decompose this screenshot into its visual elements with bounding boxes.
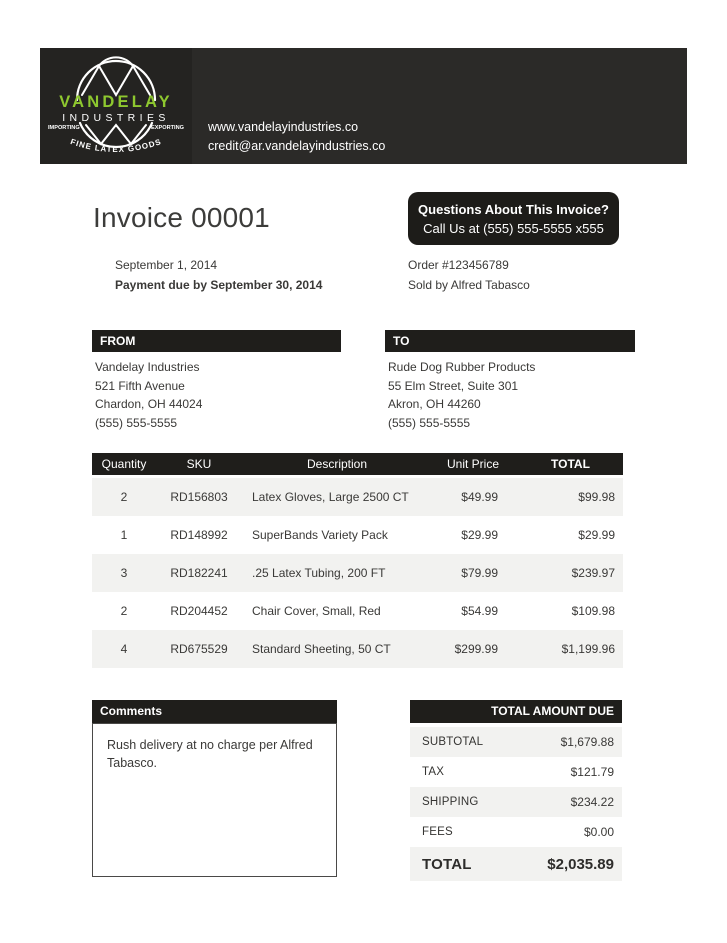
cell-sku: RD182241 (156, 554, 242, 592)
website-link[interactable]: www.vandelayindustries.co (208, 120, 359, 134)
to-address-line: (555) 555-5555 (388, 415, 471, 430)
cell-unit-price: $79.99 (432, 554, 528, 592)
table-row (92, 592, 623, 630)
tax-value: $121.79 (570, 765, 614, 779)
sold-by: Sold by Alfred Tabasco (408, 278, 530, 292)
table-header-row (92, 453, 623, 475)
subtotal-label: SUBTOTAL (422, 736, 484, 748)
comments-box (92, 723, 337, 877)
invoice-dates (115, 255, 322, 295)
comments-section-header: Comments (92, 700, 337, 723)
col-header-total: TOTAL (528, 453, 623, 475)
payment-due-date: Payment due by September 30, 2014 (115, 278, 323, 292)
col-header-sku: SKU (156, 453, 242, 475)
cell-description: Latex Gloves, Large 2500 CT (242, 478, 432, 516)
grand-total-value: $2,035.89 (547, 855, 614, 873)
cell-sku: RD156803 (156, 478, 242, 516)
to-address-line: Akron, OH 44260 (388, 397, 481, 411)
to-section-header: TO (385, 330, 635, 352)
invoice-date: September 1, 2014 (115, 258, 218, 272)
table-row (92, 554, 623, 592)
cell-total: $1,199.96 (528, 630, 623, 668)
cell-total: $99.98 (528, 478, 623, 516)
cell-sku: RD675529 (156, 630, 242, 668)
col-header-description: Description (242, 453, 432, 475)
questions-box (408, 192, 619, 245)
invoice-title: Invoice 00001 (93, 202, 270, 233)
cell-sku: RD204452 (170, 604, 228, 618)
cell-description: .25 Latex Tubing, 200 FT (242, 554, 432, 592)
cell-unit-price: $54.99 (461, 604, 498, 618)
cell-description: Chair Cover, Small, Red (252, 604, 381, 618)
col-header-unit-price: Unit Price (432, 453, 528, 475)
fees-label: FEES (422, 826, 453, 838)
totals-row-shipping (410, 787, 622, 817)
cell-unit-price: $49.99 (432, 478, 528, 516)
totals-panel-header: TOTAL AMOUNT DUE (410, 700, 622, 723)
subtotal-value: $1,679.88 (560, 735, 614, 749)
cell-total: $29.99 (578, 528, 615, 542)
totals-row-subtotal (410, 727, 622, 757)
cell-quantity: 1 (120, 528, 128, 542)
from-address-line: (555) 555-5555 (95, 415, 178, 430)
to-address-line: 55 Elm Street, Suite 301 (388, 378, 519, 393)
cell-quantity: 4 (92, 630, 156, 668)
order-info (408, 255, 530, 295)
totals-row-tax (410, 757, 622, 787)
fees-value: $0.00 (583, 825, 614, 839)
cell-unit-price: $299.99 (432, 630, 528, 668)
shipping-value: $234.22 (570, 795, 614, 809)
cell-quantity: 3 (92, 554, 156, 592)
grand-total-label: TOTAL (422, 855, 472, 873)
importing-tag: IMPORTING (48, 125, 80, 131)
shipping-label: SHIPPING (422, 796, 479, 808)
col-header-quantity: Quantity (92, 453, 156, 475)
questions-box-phone: Call Us at (555) 555-5555 x555 (423, 221, 604, 236)
from-section-header: FROM (92, 330, 341, 352)
company-logo (40, 48, 192, 164)
to-address (388, 358, 535, 432)
table-row (92, 516, 623, 554)
to-address-line: Rude Dog Rubber Products (388, 360, 536, 374)
cell-total: $239.97 (528, 554, 623, 592)
totals-row-fees (410, 817, 622, 847)
cell-quantity: 2 (92, 478, 156, 516)
table-row (92, 630, 623, 668)
header-band (40, 48, 687, 164)
table-row (92, 478, 623, 516)
totals-row-grand-total (410, 847, 622, 881)
line-items-table (92, 453, 623, 668)
cell-quantity: 2 (120, 604, 128, 618)
order-number: Order #123456789 (408, 258, 509, 272)
from-address-line: 521 Fifth Avenue (95, 378, 185, 393)
from-address-line: Chardon, OH 44024 (95, 397, 203, 411)
cell-sku: RD148992 (170, 528, 228, 542)
brand-subname-text: INDUSTRIES (62, 112, 170, 124)
header-contact (208, 118, 385, 156)
from-address (95, 358, 202, 432)
questions-box-heading: Questions About This Invoice? (418, 202, 609, 217)
tax-label: TAX (422, 766, 445, 778)
exporting-tag: EXPORTING (151, 125, 184, 131)
totals-panel (410, 700, 622, 881)
cell-description: Standard Sheeting, 50 CT (242, 630, 432, 668)
brand-name-text: VANDELAY (59, 93, 173, 111)
globe-logo-icon (46, 51, 186, 161)
from-address-line: Vandelay Industries (95, 360, 200, 374)
banner-tagline: FINE LATEX GOODS (69, 137, 163, 155)
cell-unit-price: $29.99 (461, 528, 498, 542)
cell-total: $109.98 (571, 604, 615, 618)
comments-text: Rush delivery at no charge per Alfred Tabasco. (107, 738, 313, 770)
email-link[interactable]: credit@ar.vandelayindustries.co (208, 139, 386, 153)
cell-description: SuperBands Variety Pack (252, 528, 388, 542)
